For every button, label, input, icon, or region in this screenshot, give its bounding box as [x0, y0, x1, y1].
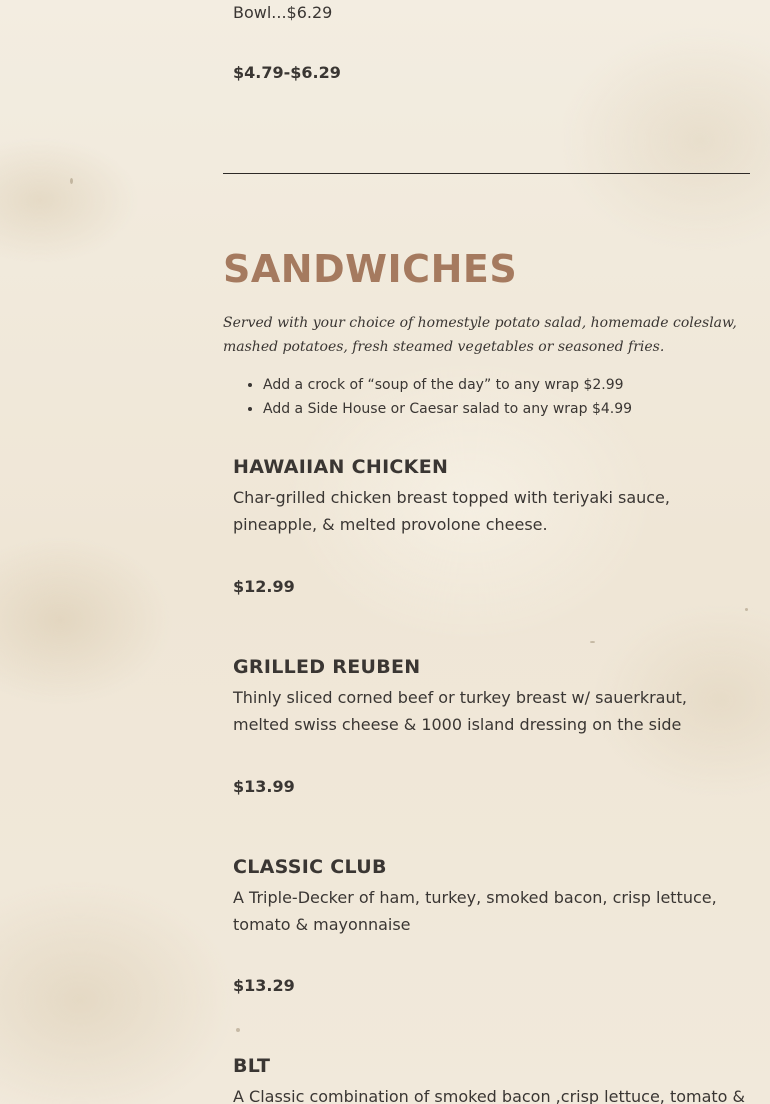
menu-item-price: $13.99: [233, 777, 295, 796]
menu-item-name: CLASSIC CLUB: [233, 856, 387, 878]
paper-fleck: [70, 178, 73, 184]
paper-fleck: [590, 641, 595, 643]
menu-item-blt: [233, 1053, 746, 1104]
menu-item-name: GRILLED REUBEN: [233, 656, 421, 678]
addon-list: [223, 373, 632, 421]
menu-item-hawaiian-chicken: [233, 454, 743, 596]
menu-item-description: A Triple-Decker of ham, turkey, smoked bacon, crisp lettuce, tomato & mayonnaise: [233, 888, 717, 934]
menu-item-price: $12.99: [233, 577, 295, 596]
previous-item-price: $4.79-$6.29: [233, 63, 341, 82]
menu-item-name: BLT: [233, 1055, 271, 1077]
section-divider: [223, 173, 750, 174]
menu-item-description: Char-grilled chicken breast topped with teriyaki sauce, pineapple, & melted provolone cheese.: [233, 488, 670, 534]
section-title: SANDWICHES: [223, 247, 518, 291]
addon-item: • Add a Side House or Caesar salad to any wrap $4.99: [263, 397, 632, 421]
menu-item-price: $13.29: [233, 976, 295, 995]
menu-item-description: Thinly sliced corned beef or turkey breast w/ sauerkraut, melted swiss cheese & 1000 island dressing on the side: [233, 688, 687, 734]
section-note: Served with your choice of homestyle potato salad, homemade coleslaw, mashed potatoes, fresh steamed vegetables or seasoned fries.: [223, 315, 737, 355]
paper-fleck: [236, 1028, 240, 1032]
paper-fleck: [745, 608, 748, 611]
menu-item-description: A Classic combination of smoked bacon ,crisp lettuce, tomato &: [233, 1087, 746, 1104]
menu-item-classic-club: [233, 854, 743, 995]
previous-item-description: Bowl...$6.29: [233, 3, 333, 22]
addon-item: • Add a crock of “soup of the day” to any wrap $2.99: [263, 373, 632, 397]
menu-item-grilled-reuben: [233, 654, 743, 796]
menu-item-name: HAWAIIAN CHICKEN: [233, 456, 449, 478]
